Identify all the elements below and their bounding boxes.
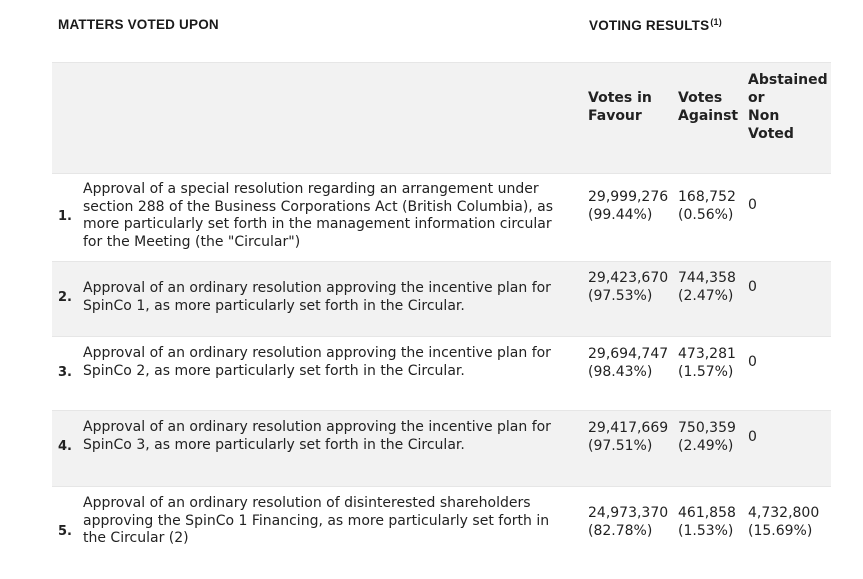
table-top-header: [0, 0, 863, 60]
table-row: [52, 487, 831, 559]
abstained-cell: 0: [748, 279, 757, 295]
table-row: [52, 173, 831, 262]
matters-voted-upon-heading: MATTERS VOTED UPON: [58, 17, 219, 32]
votes-against-cell: 744,358 (2.47%): [678, 270, 736, 304]
votes-in-favour-cell: 29,417,669 (97.51%): [588, 420, 669, 454]
votes-against-cell: 473,281 (1.57%): [678, 346, 736, 380]
column-header-abstained: Abstained or Non Voted: [748, 72, 828, 142]
votes-against-cell: 461,858 (1.53%): [678, 505, 736, 539]
votes-in-favour-cell: 29,423,670 (97.53%): [588, 270, 669, 304]
votes-against-cell: 168,752 (0.56%): [678, 189, 736, 223]
column-header-votes-against: Votes Against: [678, 90, 739, 124]
column-header-votes-in-favour: Votes in Favour: [588, 90, 652, 124]
abstained-cell: 4,732,800 (15.69%): [748, 505, 820, 539]
resolution-description: Approval of an ordinary resolution of disinterested shareholders approving the SpinCo 1 Financing, as more particularly set forth in the Circular (2): [83, 495, 550, 546]
row-number: 1.: [58, 209, 72, 224]
row-number: 2.: [58, 290, 72, 305]
row-number: 3.: [58, 365, 72, 380]
resolution-description: Approval of a special resolution regarding an arrangement under section 288 of the Business Corporations Act (British Columbia), as more particularly set forth in the management information circular for the Meeting (the "Circular"): [83, 181, 554, 250]
abstained-cell: 0: [748, 429, 757, 445]
column-header-row: [52, 62, 831, 174]
resolution-description: Approval of an ordinary resolution approving the incentive plan for SpinCo 2, as more particularly set forth in the Circular.: [83, 345, 551, 379]
resolution-description: Approval of an ordinary resolution approving the incentive plan for SpinCo 3, as more particularly set forth in the Circular.: [83, 419, 551, 453]
votes-in-favour-cell: 29,999,276 (99.44%): [588, 189, 669, 223]
resolution-description: Approval of an ordinary resolution approving the incentive plan for SpinCo 1, as more particularly set forth in the Circular.: [83, 280, 551, 314]
footnote-marker: (1): [710, 17, 722, 27]
abstained-cell: 0: [748, 354, 757, 370]
table-row: [52, 337, 831, 411]
table-row: [52, 262, 831, 337]
table-row: [52, 411, 831, 487]
abstained-cell: 0: [748, 197, 757, 213]
votes-in-favour-cell: 29,694,747 (98.43%): [588, 346, 669, 380]
row-number: 5.: [58, 524, 72, 539]
row-number: 4.: [58, 439, 72, 454]
voting-results-heading: VOTING RESULTS$^{(1)}$: [589, 17, 722, 33]
votes-against-cell: 750,359 (2.49%): [678, 420, 736, 454]
votes-in-favour-cell: 24,973,370 (82.78%): [588, 505, 669, 539]
